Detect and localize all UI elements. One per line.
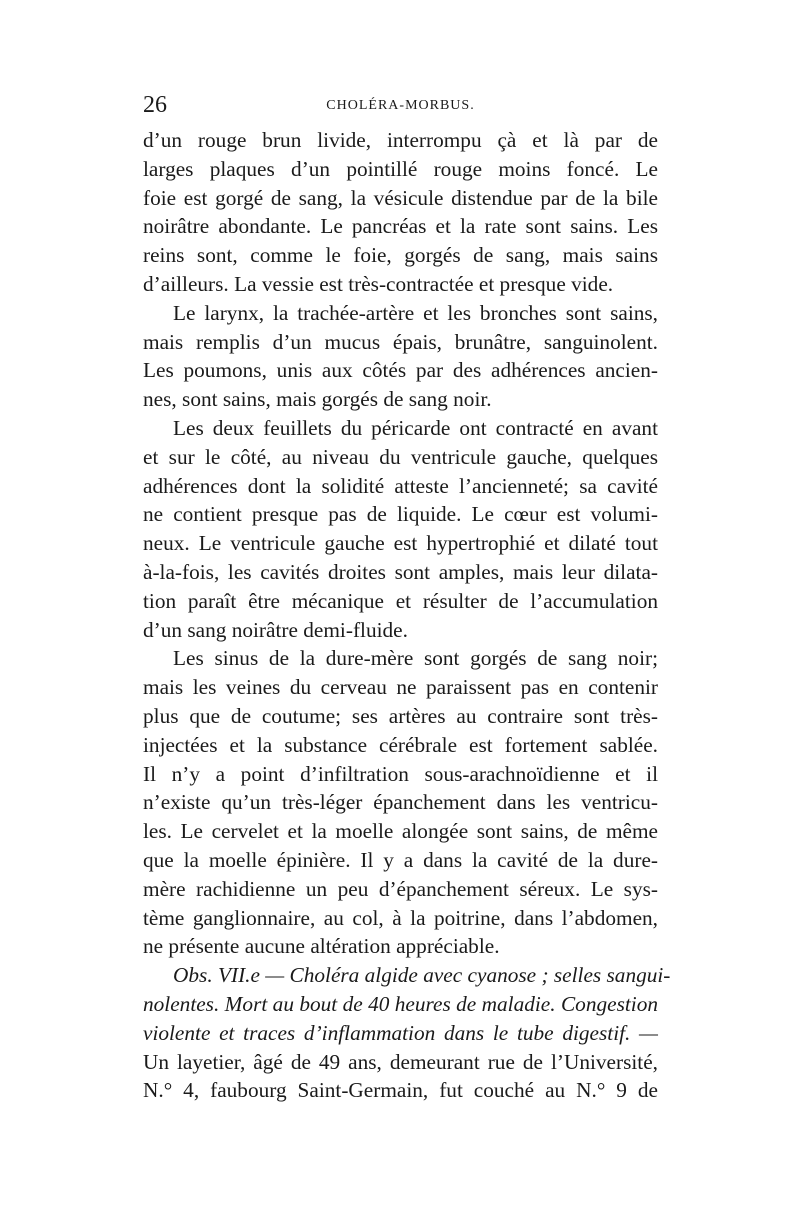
observation-heading-line: violente et traces d’inflammation dans le tube digestif. — [143, 1020, 658, 1045]
text-line: Les deux feuillets du péricarde ont contracté en avant [173, 415, 658, 440]
text-line: larges plaques d’un pointillé rouge moins foncé. Le [143, 156, 658, 181]
text-line: N.° 4, faubourg Saint-Germain, fut couché au N.° 9 de [143, 1078, 658, 1103]
observation-heading-line: nolentes. Mort au bout de 40 heures de maladie. Congestion [143, 991, 658, 1016]
text-line: Il n’y a point d’infiltration sous-arachnoïdienne et il [143, 761, 658, 786]
text-line: ne contient presque pas de liquide. Le cœur est volumi- [143, 502, 658, 527]
text-line: et sur le côté, au niveau du ventricule gauche, quelques [143, 444, 658, 469]
text-line: neux. Le ventricule gauche est hypertrophié et dilaté tout [143, 531, 658, 556]
text-line: mère rachidienne un peu d’épanchement séreux. Le sys- [143, 876, 658, 901]
text-line: plus que de coutume; ses artères au contraire sont très- [143, 703, 658, 728]
text-line: reins sont, comme le foie, gorgés de sang, mais sains [143, 243, 658, 268]
text-line: à-la-fois, les cavités droites sont amples, mais leur dilata- [143, 559, 658, 584]
text-line: Les poumons, unis aux côtés par des adhérences ancien- [143, 358, 658, 383]
text-line: Un layetier, âgé de 49 ans, demeurant rue de l’Université, [143, 1049, 658, 1074]
page-number: 26 [143, 92, 167, 118]
text-line: d’un rouge brun livide, interrompu çà et là par de [143, 128, 658, 152]
text-line: tion paraît être mécanique et résulter de l’accumulation [143, 588, 658, 613]
observation-heading-line: Obs. VII.e — Choléra algide avec cyanose ; selles sangui- [173, 963, 671, 988]
text-line: mais remplis d’un mucus épais, brunâtre, sanguinolent. [143, 329, 658, 354]
running-head: CHOLÉRA-MORBUS. [326, 98, 475, 113]
text-line: les. Le cervelet et la moelle alongée sont sains, de même [143, 819, 658, 844]
text-line: d’ailleurs. La vessie est très-contractée et presque vide. [143, 271, 614, 296]
text-line: mais les veines du cerveau ne paraissent pas en contenir [143, 675, 658, 700]
text-line: n’existe qu’un très-léger épanchement dans les ventricu- [143, 790, 658, 815]
text-line: nes, sont sains, mais gorgés de sang noir. [143, 387, 492, 412]
text-line: Les sinus de la dure-mère sont gorgés de sang noir; [173, 646, 658, 671]
text-line: adhérences dont la solidité atteste l’ancienneté; sa cavité [143, 473, 658, 498]
text-line: tème ganglionnaire, au col, à la poitrine, dans l’abdomen, [143, 905, 658, 930]
text-line: d’un sang noirâtre demi-fluide. [143, 617, 408, 642]
text-line: foie est gorgé de sang, la vésicule distendue par de la bile [143, 185, 658, 210]
body-text [143, 126, 671, 1105]
text-line: ne présente aucune altération appréciable. [143, 934, 500, 959]
page-header [143, 92, 658, 122]
text-line: injectées et la substance cérébrale est fortement sablée. [143, 732, 658, 757]
text-line: noirâtre abondante. Le pancréas et la rate sont sains. Les [143, 214, 658, 239]
text-line: que la moelle épinière. Il y a dans la cavité de la dure- [143, 847, 658, 872]
text-line: Le larynx, la trachée-artère et les bronches sont sains, [173, 300, 658, 325]
